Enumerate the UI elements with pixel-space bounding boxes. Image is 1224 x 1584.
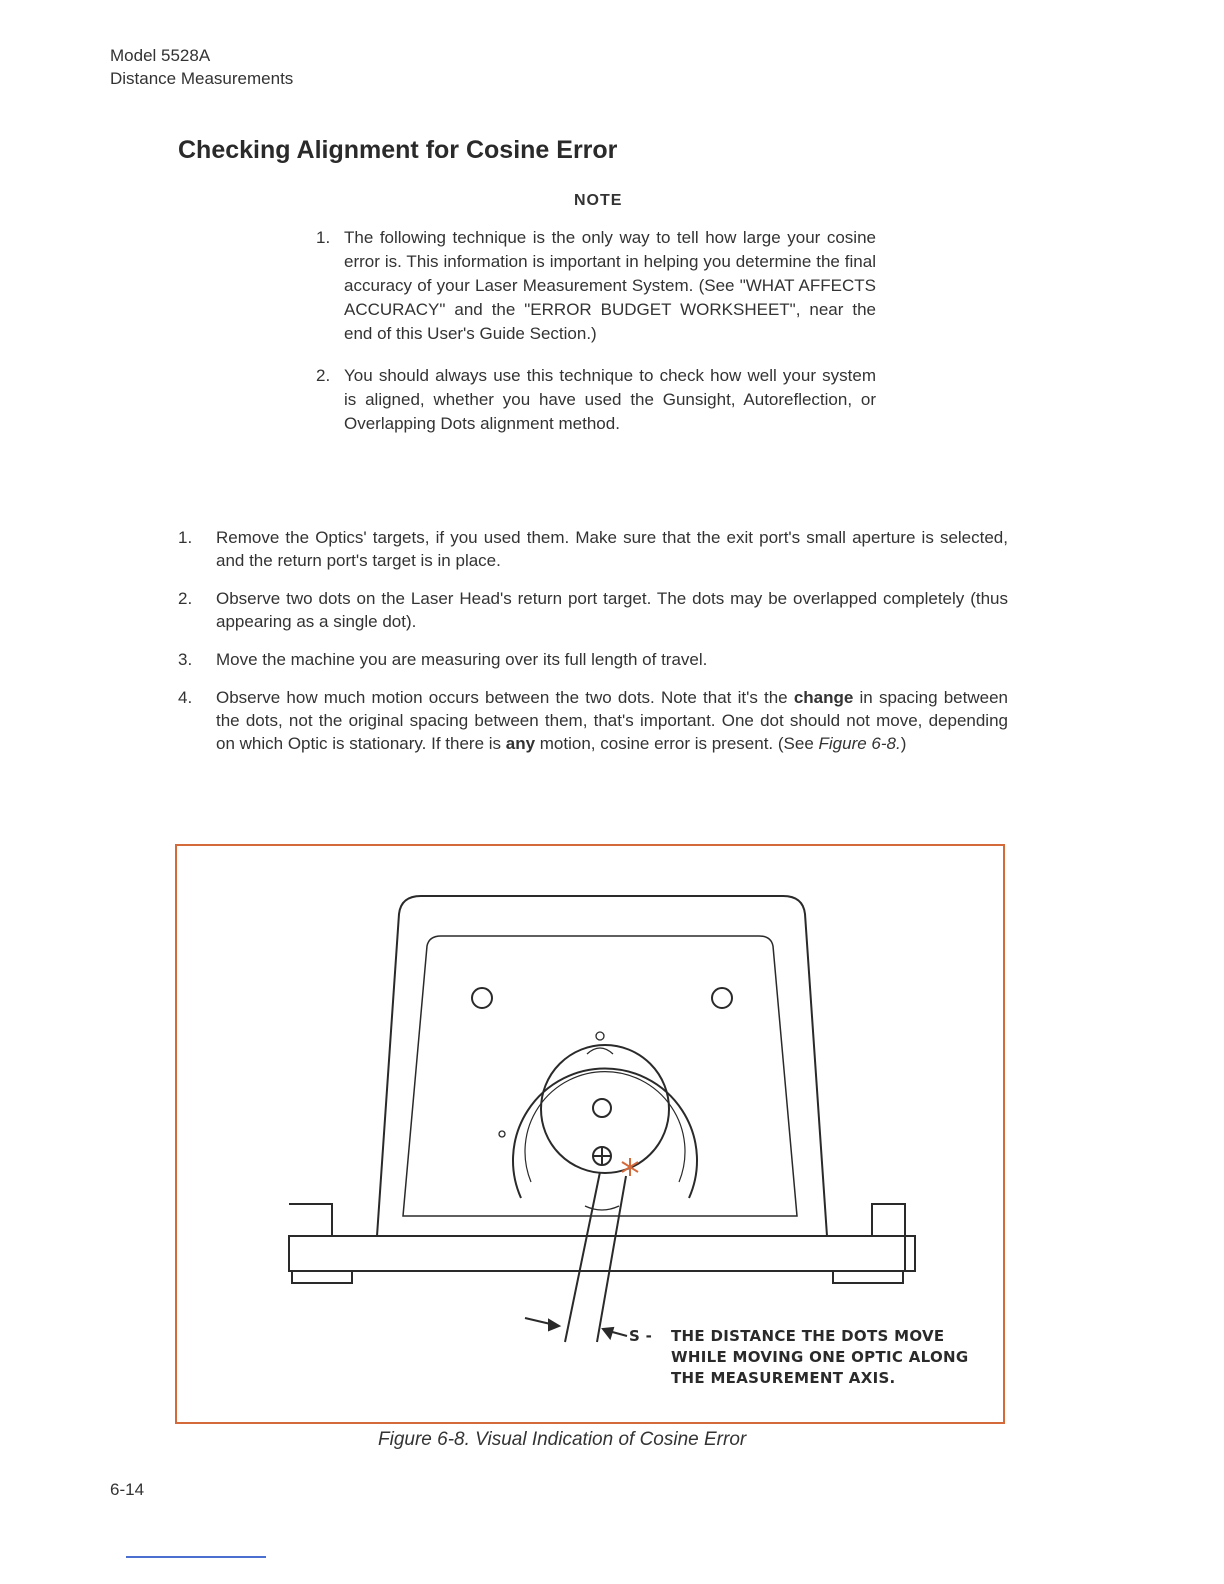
note-item: [316, 364, 876, 436]
step-number: 2.: [178, 589, 193, 608]
step-text-part: in spacing between the dots, not the original spacing between them, that's important. One dot should not move, depending on which Optic is stationary. If there is: [216, 688, 1008, 753]
aperture-turret: [541, 1045, 669, 1173]
dot-path-line-right: [597, 1176, 626, 1342]
model-label: Model 5528A: [110, 46, 211, 65]
symbol-s: S: [629, 1327, 641, 1345]
step-item: [178, 526, 1008, 572]
figure-annotation: [629, 1326, 1001, 1389]
note-number: 1.: [316, 228, 331, 247]
step-text-part: motion, cosine error is present. (See: [535, 734, 819, 753]
note-text: The following technique is the only way to tell how large your cosine error is. This information is important in helping you determine the final accuracy of your Laser Measurement System. (See "WHAT AFFECTS ACCURACY" and the "ERROR BUDGET WORKSHEET", near the end of this User's Guide Section.): [344, 228, 876, 343]
step-number: 3.: [178, 650, 193, 669]
step-text: Move the machine you are measuring over its full length of travel.: [216, 650, 708, 669]
turret-outer-ring: [513, 1068, 697, 1198]
step-text-part: ): [900, 734, 907, 753]
right-foot-bracket: [872, 1204, 905, 1271]
section-label: Distance Measurements: [110, 69, 294, 88]
left-foot-bracket: [289, 1204, 332, 1236]
exit-port-aperture: [593, 1099, 611, 1117]
step-item: [178, 686, 1008, 755]
detent-pin-side: [499, 1131, 505, 1137]
dot-path-line-left: [565, 1172, 600, 1342]
mounting-hole-left: [472, 988, 492, 1008]
mounting-hole-right: [712, 988, 732, 1008]
step-number: 1.: [178, 528, 193, 547]
detent-notch-bottom: [585, 1206, 619, 1210]
step-text: Remove the Optics' targets, if you used them. Make sure that the exit port's small aperture is selected, and the return port's target is in place.: [216, 528, 1008, 570]
step-item: [178, 587, 1008, 633]
mounting-base: [289, 1236, 915, 1271]
page-number: 6-14: [110, 1480, 145, 1499]
annotation-symbol: [629, 1326, 652, 1347]
page-header: [110, 44, 293, 90]
detent-notch-top: [587, 1048, 613, 1054]
step-text: [216, 688, 1008, 753]
procedure-steps: [178, 526, 1008, 770]
step-item: [178, 648, 1008, 671]
annotation-line: THE DISTANCE THE DOTS MOVE: [671, 1327, 945, 1345]
figure-frame: [175, 844, 1005, 1424]
step-text: Observe two dots on the Laser Head's return port target. The dots may be overlapped completely (thus appearing as a single dot).: [216, 589, 1008, 631]
footer-rule: [126, 1556, 266, 1558]
step-number: 4.: [178, 688, 193, 707]
left-foot: [292, 1271, 352, 1283]
note-text: You should always use this technique to check how well your system is aligned, whether you have used the Gunsight, Autoreflection, or Overlapping Dots alignment method.: [344, 366, 876, 433]
laser-head-housing: [377, 896, 827, 1236]
note-item: [316, 226, 876, 346]
note-number: 2.: [316, 366, 331, 385]
arrow-head-left: [549, 1320, 559, 1330]
right-foot: [833, 1271, 903, 1283]
annotation-line: THE MEASUREMENT AXIS.: [671, 1369, 896, 1387]
symbol-dash: -: [645, 1327, 653, 1345]
emphasis-change: change: [793, 688, 854, 707]
note-heading: NOTE: [574, 192, 623, 209]
page-title: Checking Alignment for Cosine Error: [178, 136, 618, 164]
annotation-line: WHILE MOVING ONE OPTIC ALONG: [671, 1348, 969, 1366]
arrow-head-right: [603, 1328, 613, 1338]
emphasis-any: any: [505, 734, 536, 753]
note-list: [316, 226, 876, 454]
figure-caption: Figure 6-8. Visual Indication of Cosine Error: [378, 1429, 747, 1450]
detent-pin-top: [596, 1032, 604, 1040]
moving-dot-asterisk: [622, 1158, 638, 1176]
step-text-part: Observe how much motion occurs between the two dots. Note that it's the: [216, 688, 794, 707]
figure-reference: Figure 6-8.: [818, 734, 901, 753]
